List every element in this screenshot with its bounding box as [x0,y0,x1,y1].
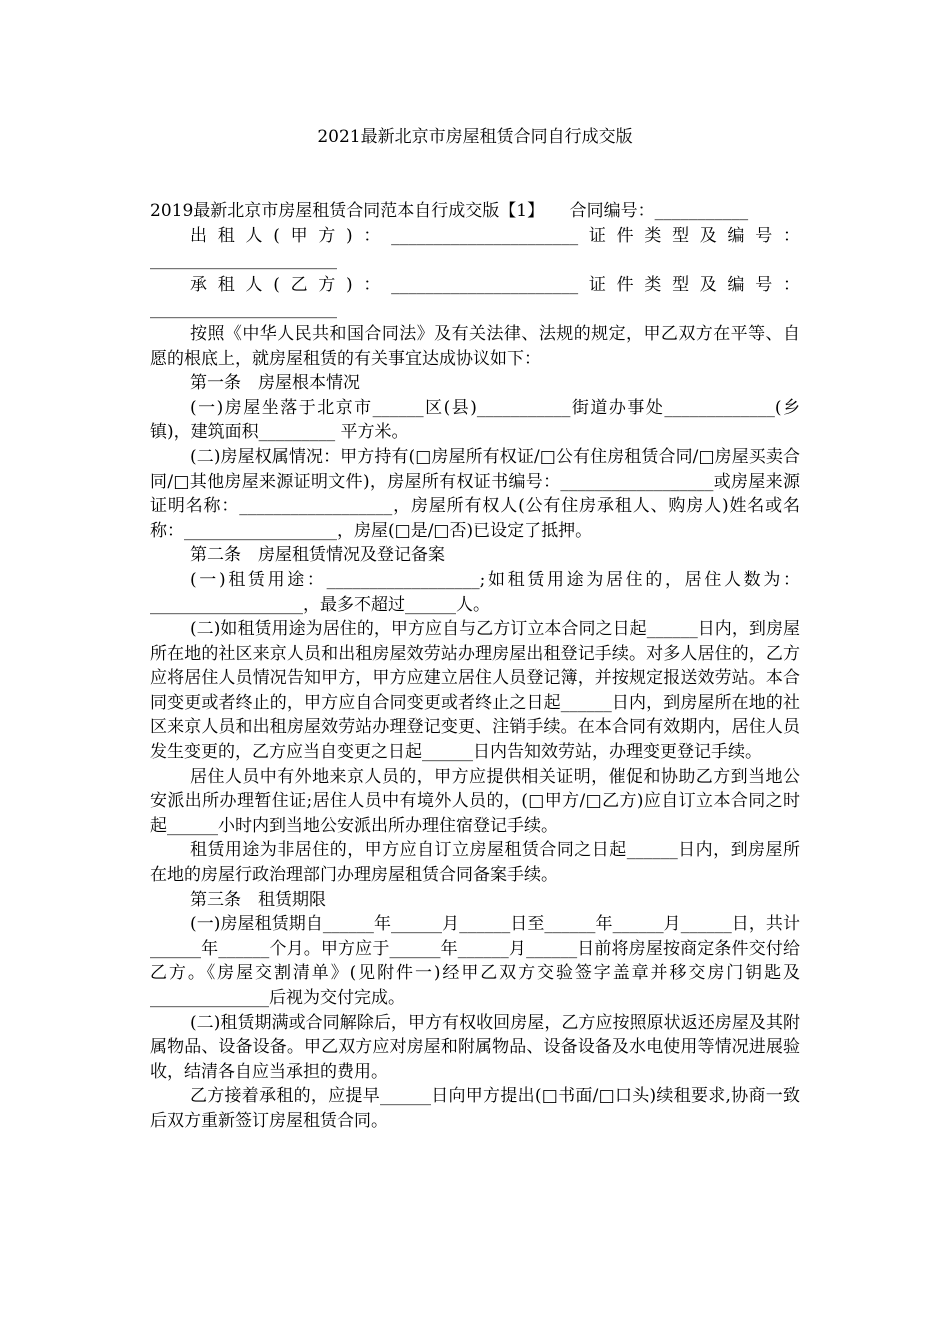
contract-heading-line: 2019最新北京市房屋租赁合同范本自行成交版【1】 合同编号：___________ [150,201,749,221]
preamble-paragraph: 按照《中华人民共和国合同法》及有关法律、法规的规定，甲乙双方在平等、自愿的根底上，就房屋租赁的有关事宜达成协议如下： [150,323,800,369]
document-title: 2021最新北京市房屋租赁合同自行成交版 [317,127,633,147]
article-2-clause-1: (一)租赁用途：__________________;如租赁用途为居住的，居住人数为：__________________，最多不超过______人。 [150,569,800,615]
article-3-clause-1: (一)房屋租赁期自______年______月______日至______年______月______日，共计______年______个月。甲方应于______年______月______日前将房屋按商定条件交付给乙方。《房屋交割清单》(见附件一)经甲乙双方交验签字盖章并移交房门钥匙及______________后视为交付完成。 [150,914,800,1008]
article-3-renewal: 乙方接着承租的，应提早______日向甲方提出(□书面/□口头)续租要求,协商一致后双方重新签订房屋租赁合同。 [150,1086,800,1131]
lessor-line: 出租人(甲方)：______________________证件类型及编号：______________________ [150,225,800,271]
article-3-heading: 第三条 租赁期限 [190,889,326,910]
article-2-heading: 第二条 房屋租赁情况及登记备案 [190,545,445,566]
article-1-clause-2: (二)房屋权属情况：甲方持有(□房屋所有权证/□公有住房租赁合同/□房屋买卖合同/□其他房屋来源证明文件)，房屋所有权证书编号：__________________或房屋来源证明名称：__________________，房屋所有权人(公有住房承租人、购房人)姓名或名称：__________________，房屋(□是/□否)已设定了抵押。 [150,446,800,541]
article-2-clause-2: (二)如租赁用途为居住的，甲方应自与乙方订立本合同之日起______日内，到房屋所在地的社区来京人员和出租房屋效劳站办理房屋出租登记手续。对多人居住的，乙方应将居住人员情况告知甲方，甲方应建立居住人员登记簿，并按规定报送效劳站。本合同变更或者终止的，甲方应自合同变更或者终止之日起______日内，到房屋所在地的社区来京人员和出租房屋效劳站办理登记变更、注销手续。在本合同有效期内，居住人员发生变更的，乙方应当自变更之日起______日内告知效劳站，办理变更登记手续。 [150,619,800,763]
lessee-line: 承租人(乙方)：______________________证件类型及编号：______________________ [150,274,800,320]
article-3-clause-2: (二)租赁期满或合同解除后，甲方有权收回房屋，乙方应按照原状返还房屋及其附属物品、设备设备。甲乙双方应对房屋和附属物品、设备设备及水电使用等情况进展验收，结清各自应当承担的费用。 [150,1012,800,1082]
document-body [150,199,800,1134]
article-2-non-residential: 租赁用途为非居住的，甲方应自订立房屋租赁合同之日起______日内，到房屋所在地的房屋行政治理部门办理房屋租赁合同备案手续。 [150,840,800,886]
article-1-heading: 第一条 房屋根本情况 [190,373,360,394]
article-1-clause-1: (一)房屋坐落于北京市______区(县)___________街道办事处_____________(乡镇)，建筑面积_________ 平方米。 [150,397,800,443]
article-2-nonlocal-residents: 居住人员中有外地来京人员的，甲方应提供相关证明，催促和协助乙方到当地公安派出所办理暂住证;居住人员中有境外人员的，(□甲方/□乙方)应自订立本合同之时起______小时内到当地公安派出所办理住宿登记手续。 [150,766,800,836]
